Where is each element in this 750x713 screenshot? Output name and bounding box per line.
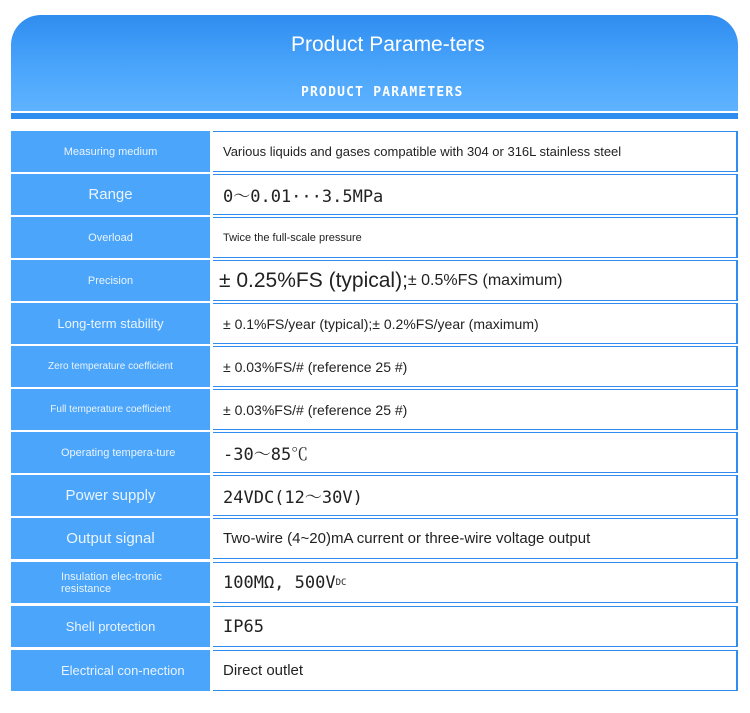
row-value-range: 0～0.01···3.5MPa <box>213 174 738 215</box>
row-label-shell-protection: Shell protection <box>11 606 210 647</box>
row-value-long-term-stability: ± 0.1%FS/year (typical);± 0.2%FS/year (maximum) <box>213 303 738 344</box>
table-row <box>11 259 738 302</box>
row-label-range: Range <box>11 174 210 215</box>
row-label-long-term-stability: Long-term stability <box>11 303 210 344</box>
row-value-overload: Twice the full-scale pressure <box>213 217 738 258</box>
insulation-value: 100MΩ, 500V <box>223 572 336 593</box>
row-value-full-temperature-coefficient: ± 0.03%FS/# (reference 25 #) <box>213 389 738 430</box>
table-row <box>11 431 738 474</box>
precision-typical: ± 0.25%FS (typical); <box>219 268 408 292</box>
row-value-precision <box>213 260 738 301</box>
row-value-output-signal: Two-wire (4~20)mA current or three-wire voltage output <box>213 518 738 559</box>
header-divider <box>11 113 738 119</box>
table-row <box>11 130 738 173</box>
table-row <box>11 605 738 649</box>
row-label-output-signal: Output signal <box>11 518 210 559</box>
table-row <box>11 517 738 561</box>
row-value-electrical-connection: Direct outlet <box>213 650 738 691</box>
insulation-subscript: DC <box>335 577 347 588</box>
row-label-operating-temperature: Operating tempera-ture <box>11 432 210 473</box>
header-banner <box>11 15 738 111</box>
table-row <box>11 474 738 517</box>
row-label-electrical-connection: Electrical con-nection <box>11 650 210 691</box>
row-label-full-temperature-coefficient: Full temperature coefficient <box>11 389 210 430</box>
row-value-measuring-medium: Various liquids and gases compatible with 304 or 316L stainless steel <box>213 131 738 172</box>
row-value-operating-temperature: -30～85℃ <box>213 432 738 473</box>
row-value-insulation-resistance <box>213 562 738 603</box>
parameters-table <box>11 130 738 693</box>
table-row <box>11 388 738 431</box>
row-value-shell-protection: IP65 <box>213 606 738 647</box>
row-label-power-supply: Power supply <box>11 475 210 516</box>
row-label-precision: Precision <box>11 260 210 301</box>
table-row <box>11 561 738 605</box>
row-label-insulation-resistance: Insulation elec-tronic resistance <box>11 562 210 603</box>
row-value-zero-temperature-coefficient: ± 0.03%FS/# (reference 25 #) <box>213 346 738 387</box>
row-value-power-supply: 24VDC(12～30V) <box>213 475 738 516</box>
row-label-overload: Overload <box>11 217 210 258</box>
row-label-measuring-medium: Measuring medium <box>11 131 210 172</box>
table-row <box>11 173 738 216</box>
table-row <box>11 345 738 388</box>
page-title: Product Parame-ters <box>291 33 485 56</box>
table-row <box>11 216 738 259</box>
row-label-zero-temperature-coefficient: Zero temperature coefficient <box>11 346 210 387</box>
precision-maximum: ± 0.5%FS (maximum) <box>407 271 563 289</box>
table-row <box>11 302 738 345</box>
table-row <box>11 649 738 693</box>
page-subtitle: PRODUCT PARAMETERS <box>301 85 464 100</box>
